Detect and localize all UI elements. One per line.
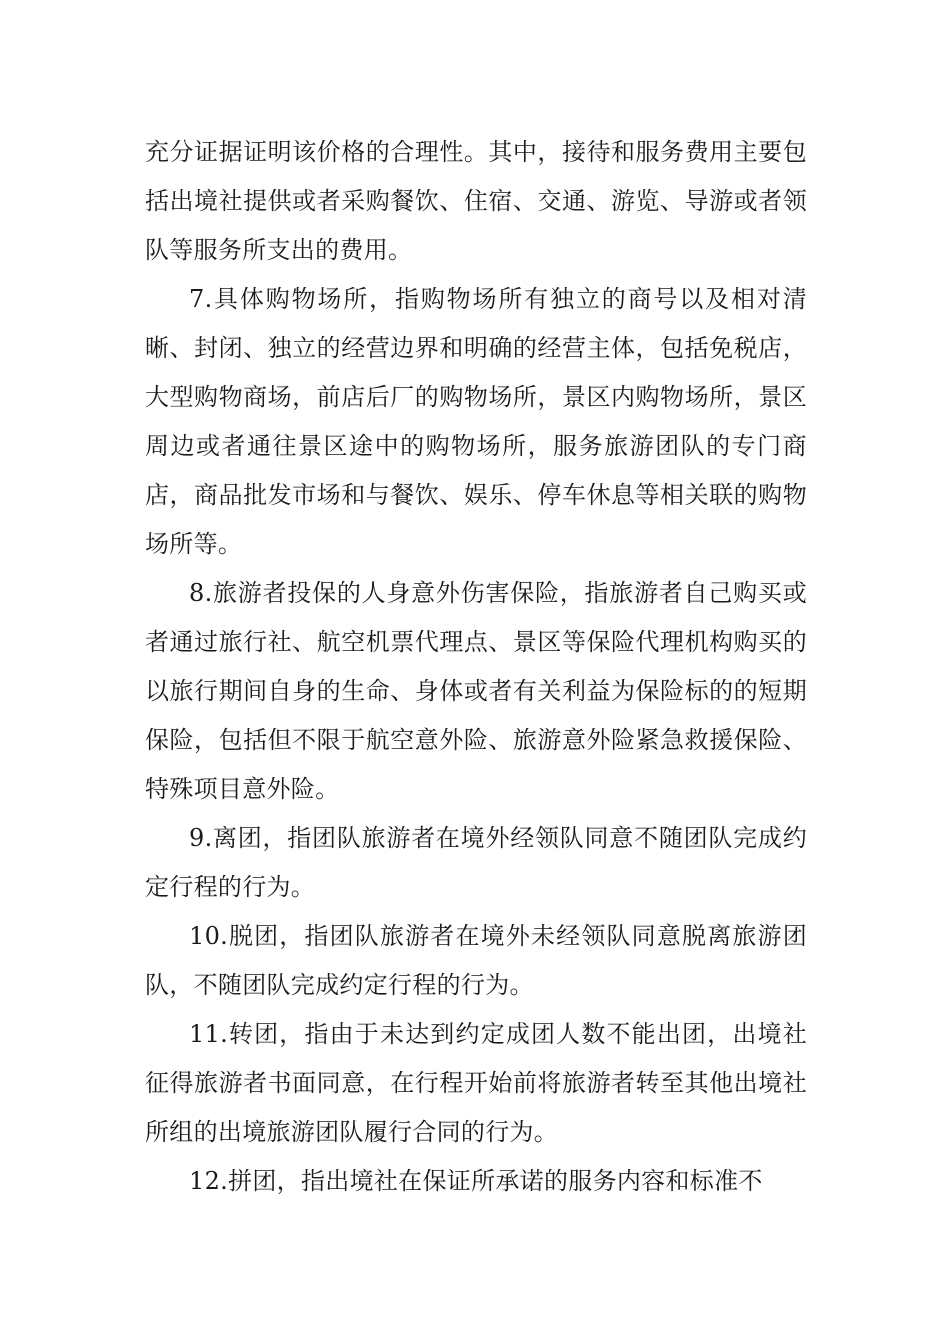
paragraph-7-shopping-venue: 7.具体购物场所，指购物场所有独立的商号以及相对清晰、封闭、独立的经营边界和明确的经营主体，包括免税店，大型购物商场，前店后厂的购物场所，景区内购物场所，景区周边或者通往景区途中的购物场所，服务旅游团队的专门商店，商品批发市场和与餐饮、娱乐、停车休息等相关联的购物场所等。 bbox=[145, 285, 807, 558]
paragraph-12-merge-group: 12.拼团，指出境社在保证所承诺的服务内容和标准不 bbox=[189, 1167, 763, 1195]
paragraph-11-transfer-group: 11.转团，指由于未达到约定成团人数不能出团，出境社征得旅游者书面同意，在行程开始前将旅游者转至其他出境社所组的出境旅游团队履行合同的行为。 bbox=[145, 1020, 807, 1146]
paragraph-8-accident-insurance: 8.旅游者投保的人身意外伤害保险，指旅游者自己购买或者通过旅行社、航空机票代理点、景区等保险代理机构购买的以旅行期间自身的生命、身体或者有关利益为保险标的的短期保险，包括但不限于航空意外险、旅游意外险紧急救援保险、特殊项目意外险。 bbox=[145, 579, 807, 803]
document-body bbox=[145, 128, 807, 1206]
paragraph-10-break-away: 10.脱团，指团队旅游者在境外未经领队同意脱离旅游团队，不随团队完成约定行程的行为。 bbox=[145, 922, 807, 999]
paragraph-9-leave-group: 9.离团，指团队旅游者在境外经领队同意不随团队完成约定行程的行为。 bbox=[145, 824, 807, 901]
paragraph-price-reasonableness: 充分证据证明该价格的合理性。其中，接待和服务费用主要包括出境社提供或者采购餐饮、住宿、交通、游览、导游或者领队等服务所支出的费用。 bbox=[145, 138, 807, 264]
